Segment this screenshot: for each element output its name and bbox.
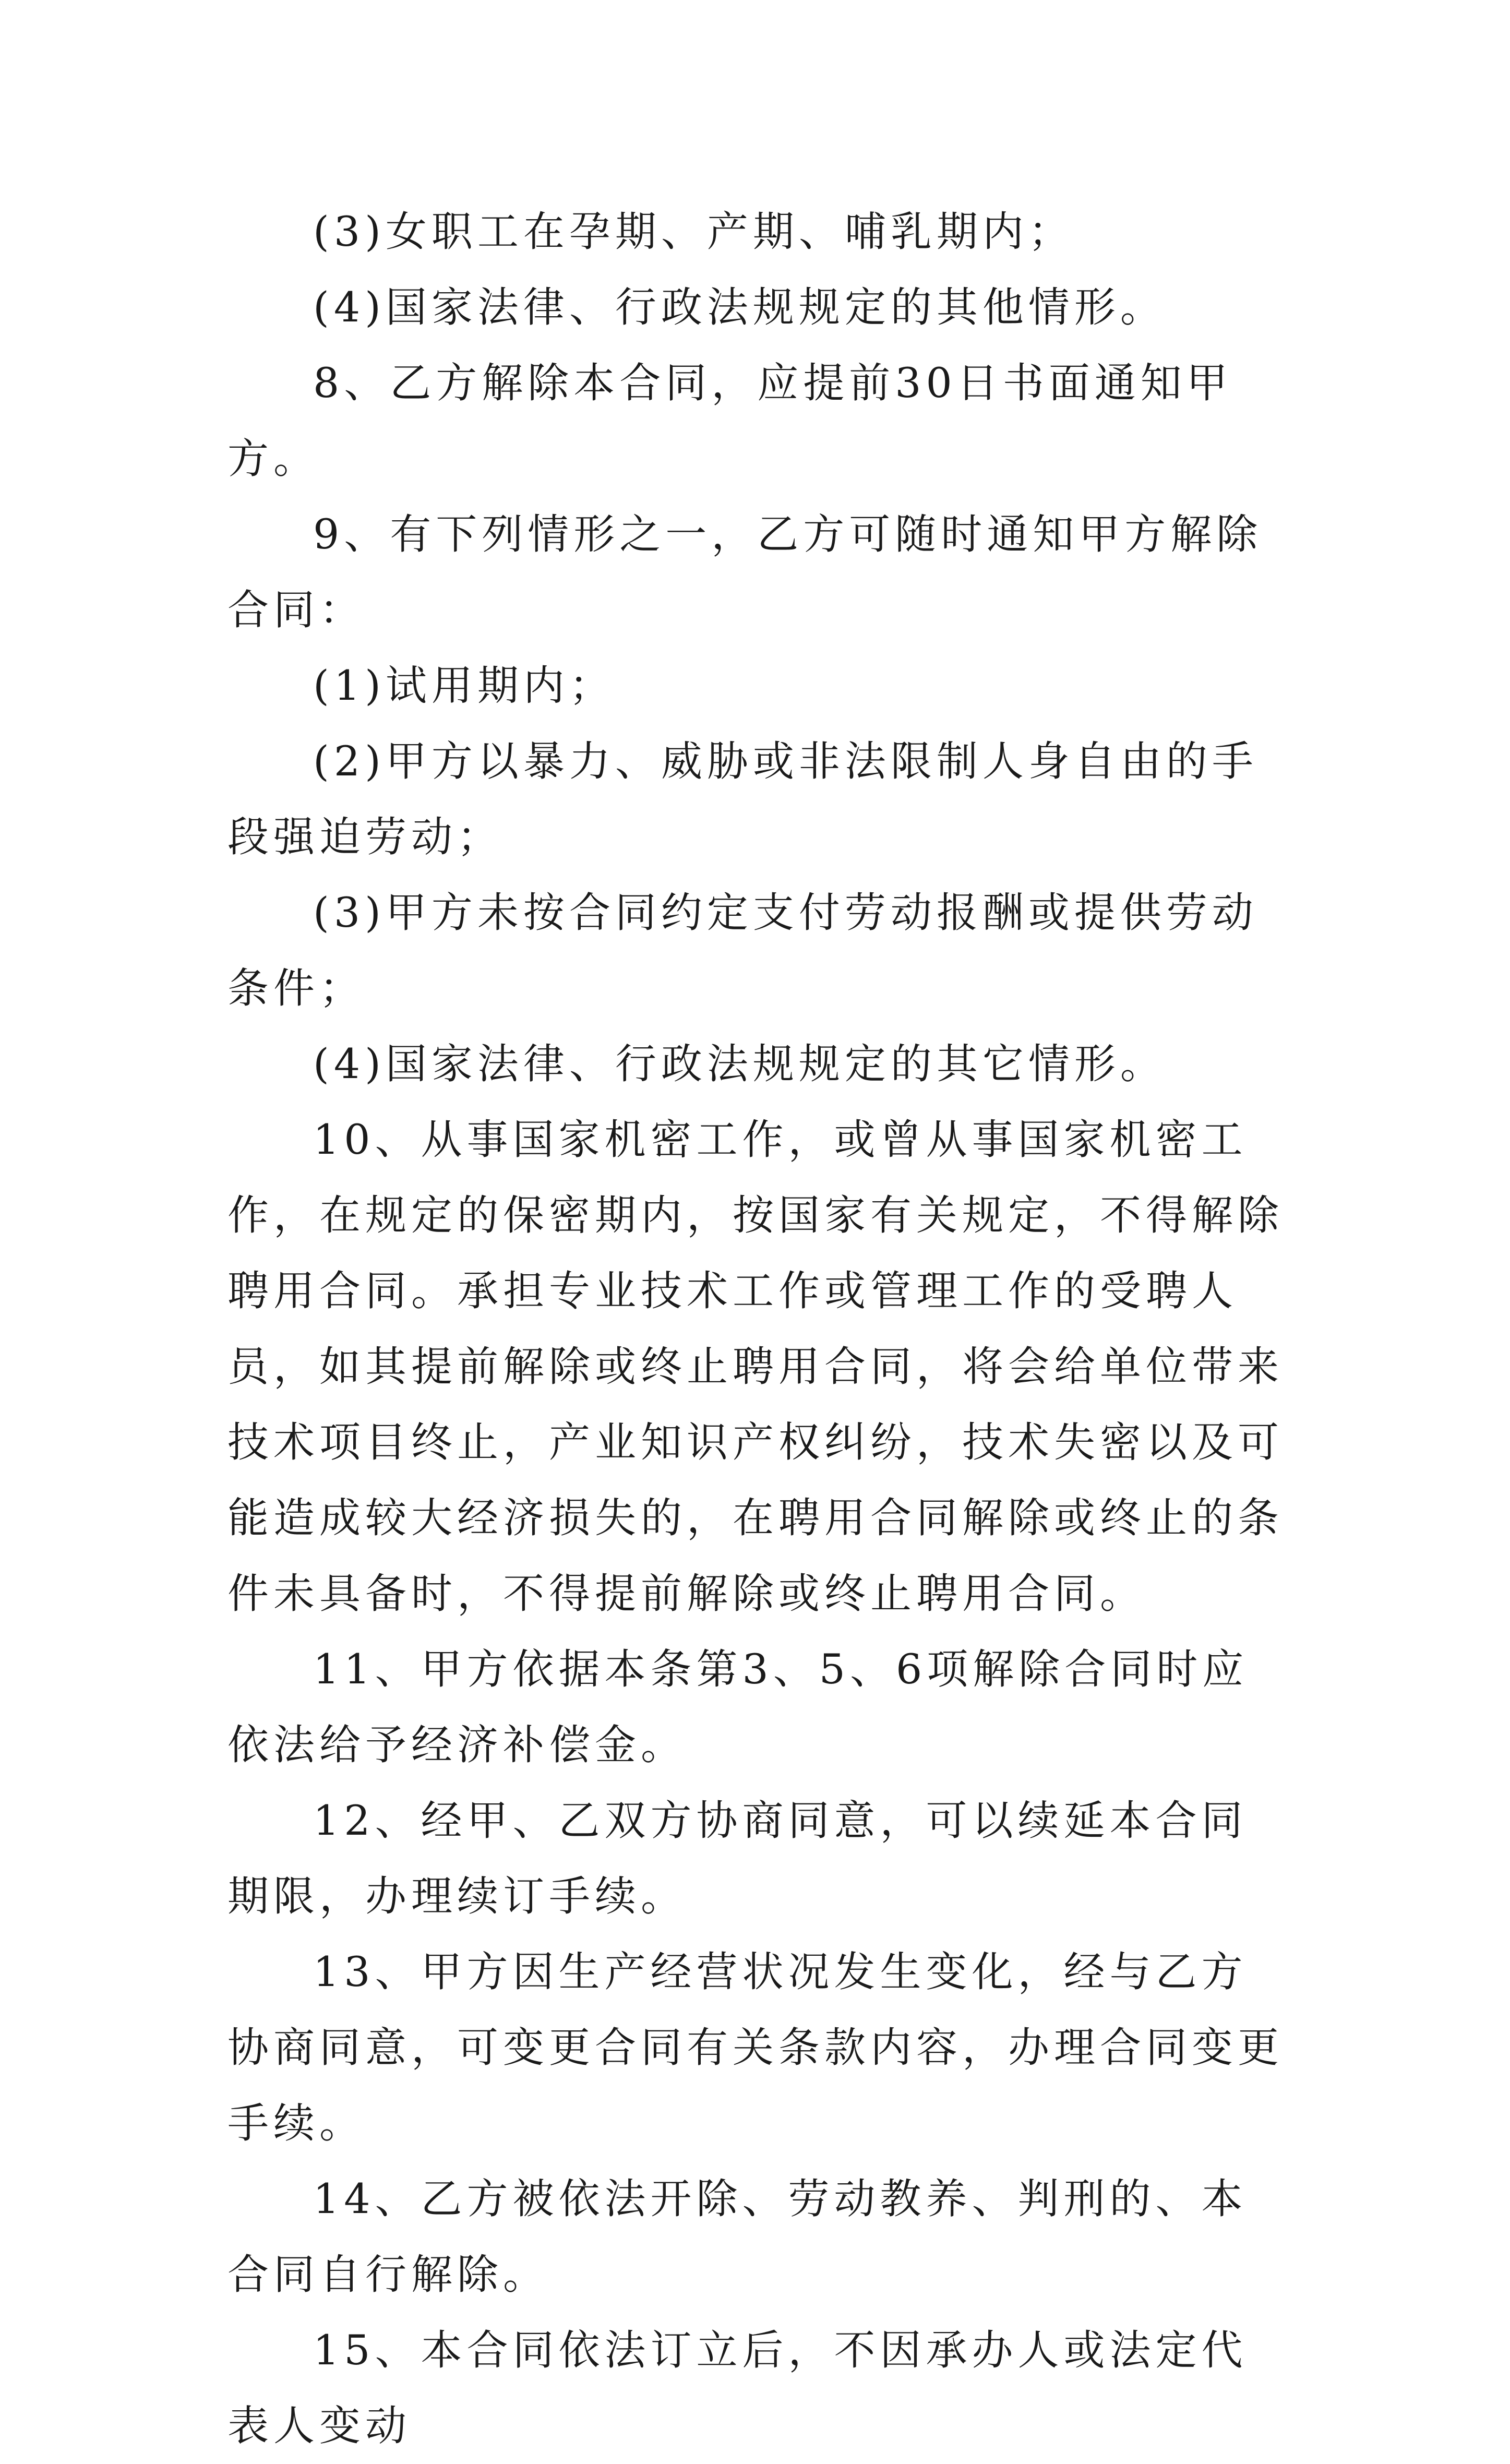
- paragraph-item-3-pregnancy: (3)女职工在孕期、产期、哺乳期内；: [313, 208, 1074, 256]
- paragraph-clause-14: 14、乙方被依法开除、劳动教养、判刑的、本合同自行解除。: [227, 2175, 1248, 2299]
- paragraph-item-4-other-cases: (4)国家法律、行政法规规定的其他情形。: [313, 283, 1166, 331]
- paragraph-clause-10: 10、从事国家机密工作，或曾从事国家机密工作，在规定的保密期内，按国家有关规定，不得解除聘用合同。承担专业技术工作或管理工作的受聘人员，如其提前解除或终止聘用合同，将会给单位带来技术项目终止，产业知识产权纠纷，技术失密以及可能造成较大经济损失的，在聘用合同解除或终止的条件未具备时，不得提前解除或终止聘用合同。: [227, 1116, 1284, 1618]
- paragraph-clause-11: 11、甲方依据本条第3、5、6项解除合同时应依法给予经济补偿金。: [227, 1645, 1249, 1769]
- paragraph-clause-9-item-3: (3)甲方未按合同约定支付劳动报酬或提供劳动条件；: [227, 889, 1258, 1012]
- paragraph-clause-9-item-2: (2)甲方以暴力、威胁或非法限制人身自由的手段强迫劳动；: [227, 737, 1258, 861]
- paragraph-clause-12: 12、经甲、乙双方协商同意，可以续延本合同期限，办理续订手续。: [227, 1797, 1248, 1920]
- paragraph-clause-9-item-1: (1)试用期内；: [313, 662, 615, 710]
- paragraph-clause-15: 15、本合同依法订立后，不因承办人或法定代表人变动: [227, 2326, 1248, 2450]
- paragraph-clause-8: 8、乙方解除本合同，应提前30日书面通知甲方。: [227, 359, 1232, 483]
- paragraph-clause-13: 13、甲方因生产经营状况发生变化，经与乙方协商同意，可变更合同有关条款内容，办理合同变更手续。: [227, 1948, 1284, 2147]
- paragraph-clause-9: 9、有下列情形之一，乙方可随时通知甲方解除合同：: [227, 510, 1263, 634]
- paragraph-clause-9-item-4: (4)国家法律、行政法规规定的其它情形。: [313, 1040, 1166, 1088]
- document-body: [227, 194, 1289, 2464]
